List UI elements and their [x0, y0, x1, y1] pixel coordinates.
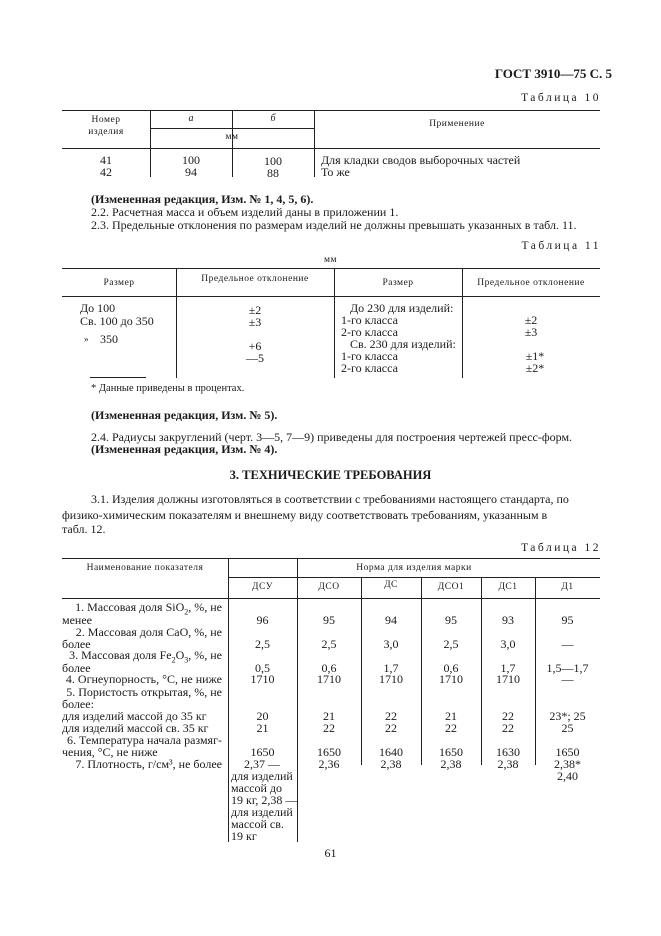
t12-cell: 25	[561, 721, 574, 735]
section-title: 3. ТЕХНИЧЕСКИЕ ТРЕБОВАНИЯ	[229, 468, 432, 482]
t12-cell: 0,5	[255, 661, 270, 675]
t12-cell: 1650	[439, 745, 463, 759]
t11-dev: ±1*	[525, 349, 545, 363]
t12-cell: 22	[385, 709, 397, 723]
t12-cell: 95	[323, 613, 335, 627]
t11-size: До 230 для изделий:	[350, 301, 454, 315]
t12-mark: ДСУ	[252, 582, 273, 592]
t12-cell: 1710	[439, 672, 463, 686]
t12-cell: 2,40	[557, 769, 578, 783]
t12-cell: 2,5	[255, 637, 270, 651]
t12-cell: 3,0	[383, 637, 399, 651]
t12-cell: 23*; 25	[549, 709, 586, 723]
t12-cell: 1630	[496, 745, 520, 759]
para-3-1-line3: табл. 12.	[62, 522, 106, 536]
t10-num: 41	[100, 153, 112, 167]
t12-cell: 1,7	[383, 661, 399, 675]
edit-note-3: (Измененная редакция, Изм. № 4).	[91, 442, 278, 456]
t12-cell: —	[561, 672, 574, 686]
t12-cell: 1710	[250, 672, 275, 686]
t12-r1-name: 1. Массовая доля SiO$_2$, %, не	[75, 600, 222, 617]
t12-cell: 0,6	[443, 661, 459, 675]
t12-cell: 2,38	[497, 757, 519, 771]
para-3-1-line1: 3.1. Изделия должны изготовляться в соответствии с требованиями настоящего стандарта, по	[91, 492, 569, 506]
t12-r7-dsu: для изделий	[231, 769, 293, 783]
t10-h-num-2: изделия	[88, 127, 124, 137]
t12-cell: 20	[256, 709, 269, 723]
t11-footnote: * Данные приведены в процентах.	[91, 383, 245, 394]
t11-ditto: »	[84, 334, 89, 344]
t12-cell: 22	[502, 709, 514, 723]
t11-size: 1-го класса	[341, 313, 398, 327]
t12-r4-name: 4. Огнеупорность, °С, не ниже	[65, 672, 222, 686]
t12-r5-sub1: для изделий массой до 35 кг	[62, 709, 207, 723]
t11-size: 2-го класса	[341, 361, 398, 375]
t12-cell: 94	[385, 613, 397, 627]
t12-r7-dsu: массой св.	[231, 817, 284, 831]
t11-size: 1-го класса	[341, 349, 398, 363]
t12-r6-name-cont: чения, °С, не ниже	[62, 745, 158, 759]
t12-r7-name: 7. Плотность, г/см³, не более	[75, 757, 222, 771]
t10-h-b: б	[270, 113, 276, 124]
t11-unit: мм	[324, 255, 338, 265]
t12-mark: ДС	[384, 580, 398, 590]
t11-dev: ±3	[248, 315, 262, 329]
t10-h-app: Применение	[429, 119, 485, 129]
t12-r2-name-cont: более	[62, 637, 91, 651]
table10-label: Таблица 10	[521, 92, 601, 104]
t12-cell: 1650	[250, 745, 275, 759]
t12-cell: 1710	[379, 672, 403, 686]
t11-h-dev: Предельное отклонение	[201, 274, 309, 284]
t12-cell: 95	[445, 613, 457, 627]
t12-r3-name-cont: более	[62, 661, 91, 675]
t12-mark: ДСО	[318, 582, 340, 592]
edit-note-2: (Измененная редакция, Изм. № 5).	[91, 408, 278, 422]
t12-cell: 96	[256, 613, 269, 627]
t12-cell: 1640	[379, 745, 403, 759]
t10-num: 42	[100, 165, 112, 179]
t12-cell: —	[561, 637, 574, 651]
t12-r7-dsu: массой до	[231, 781, 283, 795]
t12-cell: 1710	[317, 672, 341, 686]
t12-r5-name-cont: более:	[62, 697, 94, 711]
table12-label: Таблица 12	[521, 542, 601, 554]
t12-r7-dsu: 2,37 —	[244, 757, 280, 771]
t12-r6-name: 6. Температура начала размяг-	[67, 733, 222, 747]
page-header: ГОСТ 3910—75 С. 5	[494, 66, 612, 81]
t10-b: 100	[264, 154, 282, 168]
t12-r5-sub2: для изделий массой св. 35 кг	[62, 721, 209, 735]
t11-h-dev: Предельное отклонение	[477, 278, 585, 288]
t11-dev: +6	[248, 339, 262, 353]
t11-h-size: Размер	[382, 278, 414, 288]
para-2-4: 2.4. Радиусы закруглений (черт. 3—5, 7—9) приведены для построения чертежей пресс-форм.	[91, 430, 573, 444]
t11-size: 350	[100, 332, 118, 346]
t12-cell: 2,36	[318, 757, 340, 771]
para-3-1-line2: физико-химическим показателям и внешнему виду соответствовать требованиям, указанным в	[62, 508, 548, 522]
t10-b: 88	[267, 166, 279, 180]
t12-r5-name: 5. Пористость открытая, %, не	[66, 685, 222, 699]
t11-h-size: Размер	[103, 278, 135, 288]
t11-dev: —5	[246, 351, 264, 365]
t12-cell: 22	[323, 721, 335, 735]
t12-h-norm: Норма для изделия марки	[356, 563, 472, 573]
t12-r3-name: 3. Массовая доля $Fe_2O_3$, %, не	[69, 648, 222, 665]
t11-dev: ±2	[524, 313, 538, 327]
t12-r7-dsu: для изделий	[231, 805, 293, 819]
t10-h-a: а	[188, 113, 194, 124]
t12-cell: 1650	[317, 745, 341, 759]
t12-mark: ДСО1	[437, 582, 465, 592]
t12-r1-name-cont: менее	[62, 613, 92, 627]
t12-cell: 1,5—1,7	[546, 661, 589, 675]
t12-r2-name: 2. Массовая доля CaO, %, не	[75, 625, 222, 639]
page-number: 61	[324, 846, 337, 860]
t12-cell: 3,0	[500, 637, 516, 651]
t10-h-num-1: Номер	[91, 115, 121, 125]
para-2-3: 2.3. Предельные отклонения по размерам изделий не должны превышать указанных в табл. 11.	[91, 218, 577, 232]
table11-label: Таблица 11	[521, 240, 601, 252]
t12-mark: ДС1	[498, 582, 518, 592]
t11-size: Св. 230 для изделий:	[350, 337, 456, 351]
t12-cell: 2,5	[443, 637, 459, 651]
t12-cell: 2,38	[380, 757, 402, 771]
t10-h-mm: мм	[225, 132, 239, 142]
t12-cell: 2,5	[321, 637, 337, 651]
t11-dev: ±2*	[525, 361, 545, 375]
t12-r7-dsu: 19 кг	[231, 829, 257, 843]
t12-cell: 21	[445, 709, 457, 723]
t12-cell: 93	[502, 613, 514, 627]
t12-cell: 0,6	[321, 661, 337, 675]
t12-r7-dsu: 19 кг, 2,38 —	[231, 793, 298, 807]
t12-cell: 2,38	[440, 757, 462, 771]
t12-cell: 1710	[496, 672, 520, 686]
t12-cell: 2,38*	[554, 757, 581, 771]
t12-cell: 22	[385, 721, 397, 735]
t10-app: Для кладки сводов выборочных частей	[321, 153, 521, 167]
t11-size: 2-го класса	[341, 325, 398, 339]
t12-cell: 21	[323, 709, 335, 723]
para-2-2: 2.2. Расчетная масса и объем изделий даны в приложении 1.	[91, 205, 399, 219]
t12-cell: 1,7	[500, 661, 516, 675]
edit-note-1: (Измененная редакция, Изм. № 1, 4, 5, 6).	[91, 192, 314, 206]
t12-cell: 1650	[555, 745, 580, 759]
t10-app: То же	[321, 165, 350, 179]
t11-dev: ±3	[524, 325, 538, 339]
t12-cell: 95	[561, 613, 574, 627]
t11-dev: ±2	[248, 303, 262, 317]
t10-a: 100	[182, 153, 200, 167]
t12-mark: Д1	[561, 582, 574, 592]
t12-h-name: Наименование показателя	[86, 563, 204, 573]
t11-size: До 100	[80, 301, 116, 315]
t12-cell: 21	[256, 721, 269, 735]
t10-a: 94	[185, 165, 197, 179]
t12-cell: 22	[445, 721, 457, 735]
t12-cell: 22	[502, 721, 514, 735]
t11-size: Св. 100 до 350	[80, 314, 154, 328]
